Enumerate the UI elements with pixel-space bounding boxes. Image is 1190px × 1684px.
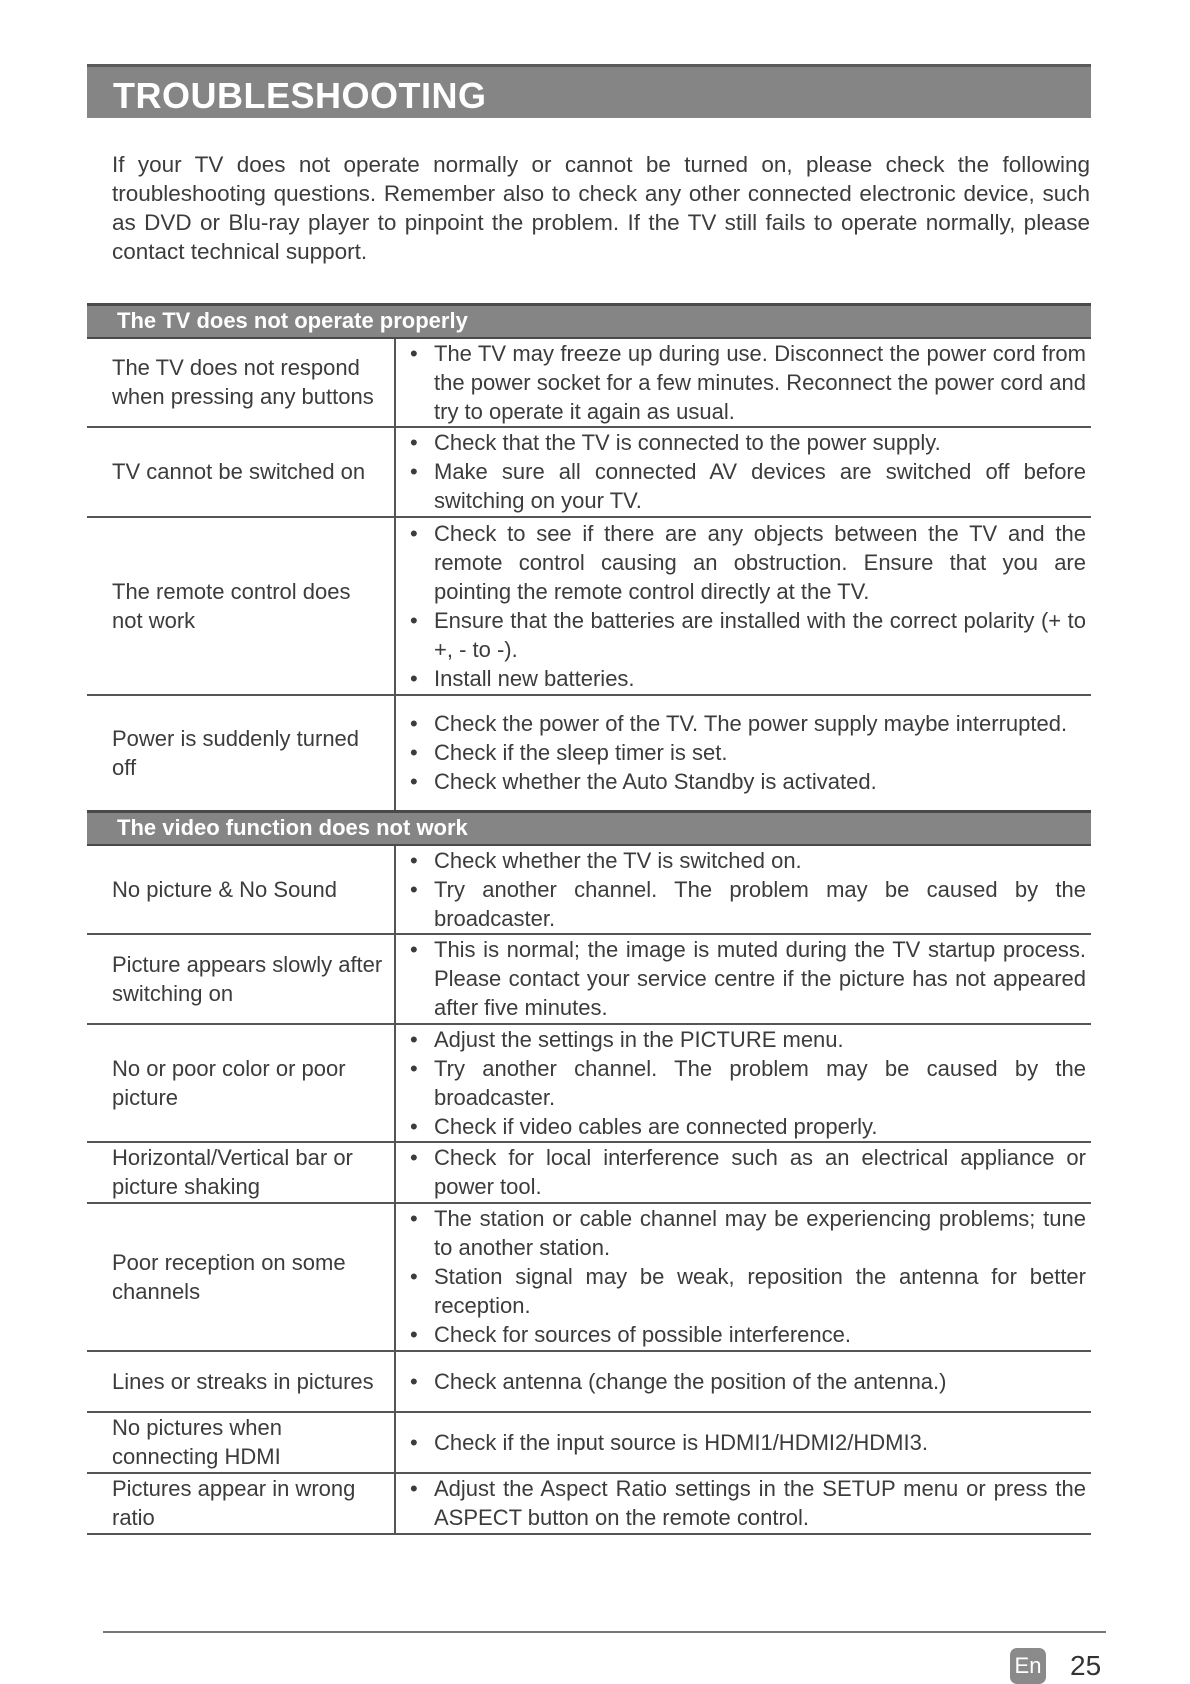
language-badge: En bbox=[1010, 1648, 1046, 1684]
table-row bbox=[87, 1203, 1091, 1351]
solution-item: • Check the power of the TV. The power supply maybe interrupted. bbox=[410, 709, 1086, 738]
table-row bbox=[87, 517, 1091, 695]
page-title: TROUBLESHOOTING bbox=[113, 75, 487, 116]
section-header-row bbox=[87, 812, 1091, 845]
solution-cell bbox=[395, 1142, 1091, 1203]
table-row bbox=[87, 1473, 1091, 1534]
table-row bbox=[87, 695, 1091, 812]
solution-item: • Check antenna (change the position of the antenna.) bbox=[410, 1367, 1086, 1396]
solution-cell bbox=[395, 1351, 1091, 1412]
solution-cell bbox=[395, 517, 1091, 695]
table-row bbox=[87, 934, 1091, 1024]
problem-cell: No or poor color or poor picture bbox=[87, 1024, 395, 1142]
table-row bbox=[87, 1412, 1091, 1473]
problem-cell: No pictures when connecting HDMI bbox=[87, 1412, 395, 1473]
solution-item: • Station signal may be weak, reposition the antenna for better reception. bbox=[410, 1262, 1086, 1320]
problem-cell: Power is suddenly turned off bbox=[87, 695, 395, 812]
solution-item: • Check for sources of possible interference. bbox=[410, 1320, 1086, 1349]
solution-item: • The TV may freeze up during use. Disconnect the power cord from the power socket for a few minutes. Reconnect the power cord and try to operate it again as usual. bbox=[410, 339, 1086, 426]
solution-item: • Check whether the TV is switched on. bbox=[410, 846, 1086, 875]
solution-item: • Ensure that the batteries are installed with the correct polarity (+ to +, - to -). bbox=[410, 606, 1086, 664]
solution-item: • Check to see if there are any objects between the TV and the remote control causing an obstruction. Ensure that you are pointing the remote control directly at the TV. bbox=[410, 519, 1086, 606]
problem-cell: No picture & No Sound bbox=[87, 845, 395, 934]
problem-cell: Lines or streaks in pictures bbox=[87, 1351, 395, 1412]
table-row bbox=[87, 427, 1091, 517]
solution-item: • Check if the input source is HDMI1/HDMI2/HDMI3. bbox=[410, 1428, 1086, 1457]
solution-cell bbox=[395, 695, 1091, 812]
solution-cell bbox=[395, 1203, 1091, 1351]
problem-cell: Pictures appear in wrong ratio bbox=[87, 1473, 395, 1534]
table-row bbox=[87, 845, 1091, 934]
problem-cell: Horizontal/Vertical bar or picture shaking bbox=[87, 1142, 395, 1203]
problem-cell: TV cannot be switched on bbox=[87, 427, 395, 517]
solution-item: • Adjust the settings in the PICTURE menu. bbox=[410, 1025, 1086, 1054]
table-row bbox=[87, 1142, 1091, 1203]
page-number: 25 bbox=[1070, 1650, 1102, 1681]
solution-item: • This is normal; the image is muted during the TV startup process. Please contact your service centre if the picture has not appeared after five minutes. bbox=[410, 935, 1086, 1022]
problem-cell: The TV does not respond when pressing any buttons bbox=[87, 338, 395, 427]
solution-item: • Check if the sleep timer is set. bbox=[410, 738, 1086, 767]
solution-item: • Install new batteries. bbox=[410, 664, 1086, 693]
problem-cell: The remote control does not work bbox=[87, 517, 395, 695]
table-row bbox=[87, 338, 1091, 427]
solution-item: • Try another channel. The problem may be caused by the broadcaster. bbox=[410, 1054, 1086, 1112]
section-header-row bbox=[87, 305, 1091, 338]
problem-cell: Picture appears slowly after switching on bbox=[87, 934, 395, 1024]
solution-item: • The station or cable channel may be experiencing problems; tune to another station. bbox=[410, 1204, 1086, 1262]
section-heading: The video function does not work bbox=[87, 812, 1091, 845]
solution-cell bbox=[395, 1412, 1091, 1473]
intro-paragraph: If your TV does not operate normally or cannot be turned on, please check the following troubleshooting questions. Remember also to check any other connected electronic device, such as DVD or Blu-ray player to pinpoint the problem. If the TV still fails to operate normally, please contact technical support. bbox=[112, 152, 1090, 264]
solution-cell bbox=[395, 934, 1091, 1024]
problem-cell: Poor reception on some channels bbox=[87, 1203, 395, 1351]
solution-cell bbox=[395, 338, 1091, 427]
solution-item: • Adjust the Aspect Ratio settings in the SETUP menu or press the ASPECT button on the remote control. bbox=[410, 1474, 1086, 1532]
solution-cell bbox=[395, 1024, 1091, 1142]
solution-cell bbox=[395, 1473, 1091, 1534]
section-heading: The TV does not operate properly bbox=[87, 305, 1091, 338]
solution-cell bbox=[395, 845, 1091, 934]
table-row bbox=[87, 1351, 1091, 1412]
title-bar bbox=[87, 64, 1091, 118]
solution-item: • Check that the TV is connected to the power supply. bbox=[410, 428, 1086, 457]
footer-divider bbox=[103, 1631, 1106, 1633]
solution-item: • Try another channel. The problem may be caused by the broadcaster. bbox=[410, 875, 1086, 933]
troubleshooting-table bbox=[87, 303, 1091, 1535]
table-row bbox=[87, 1024, 1091, 1142]
solution-item: • Make sure all connected AV devices are switched off before switching on your TV. bbox=[410, 457, 1086, 515]
solution-item: • Check whether the Auto Standby is activated. bbox=[410, 767, 1086, 796]
solution-item: • Check if video cables are connected properly. bbox=[410, 1112, 1086, 1141]
solution-item: • Check for local interference such as an electrical appliance or power tool. bbox=[410, 1143, 1086, 1201]
solution-cell bbox=[395, 427, 1091, 517]
